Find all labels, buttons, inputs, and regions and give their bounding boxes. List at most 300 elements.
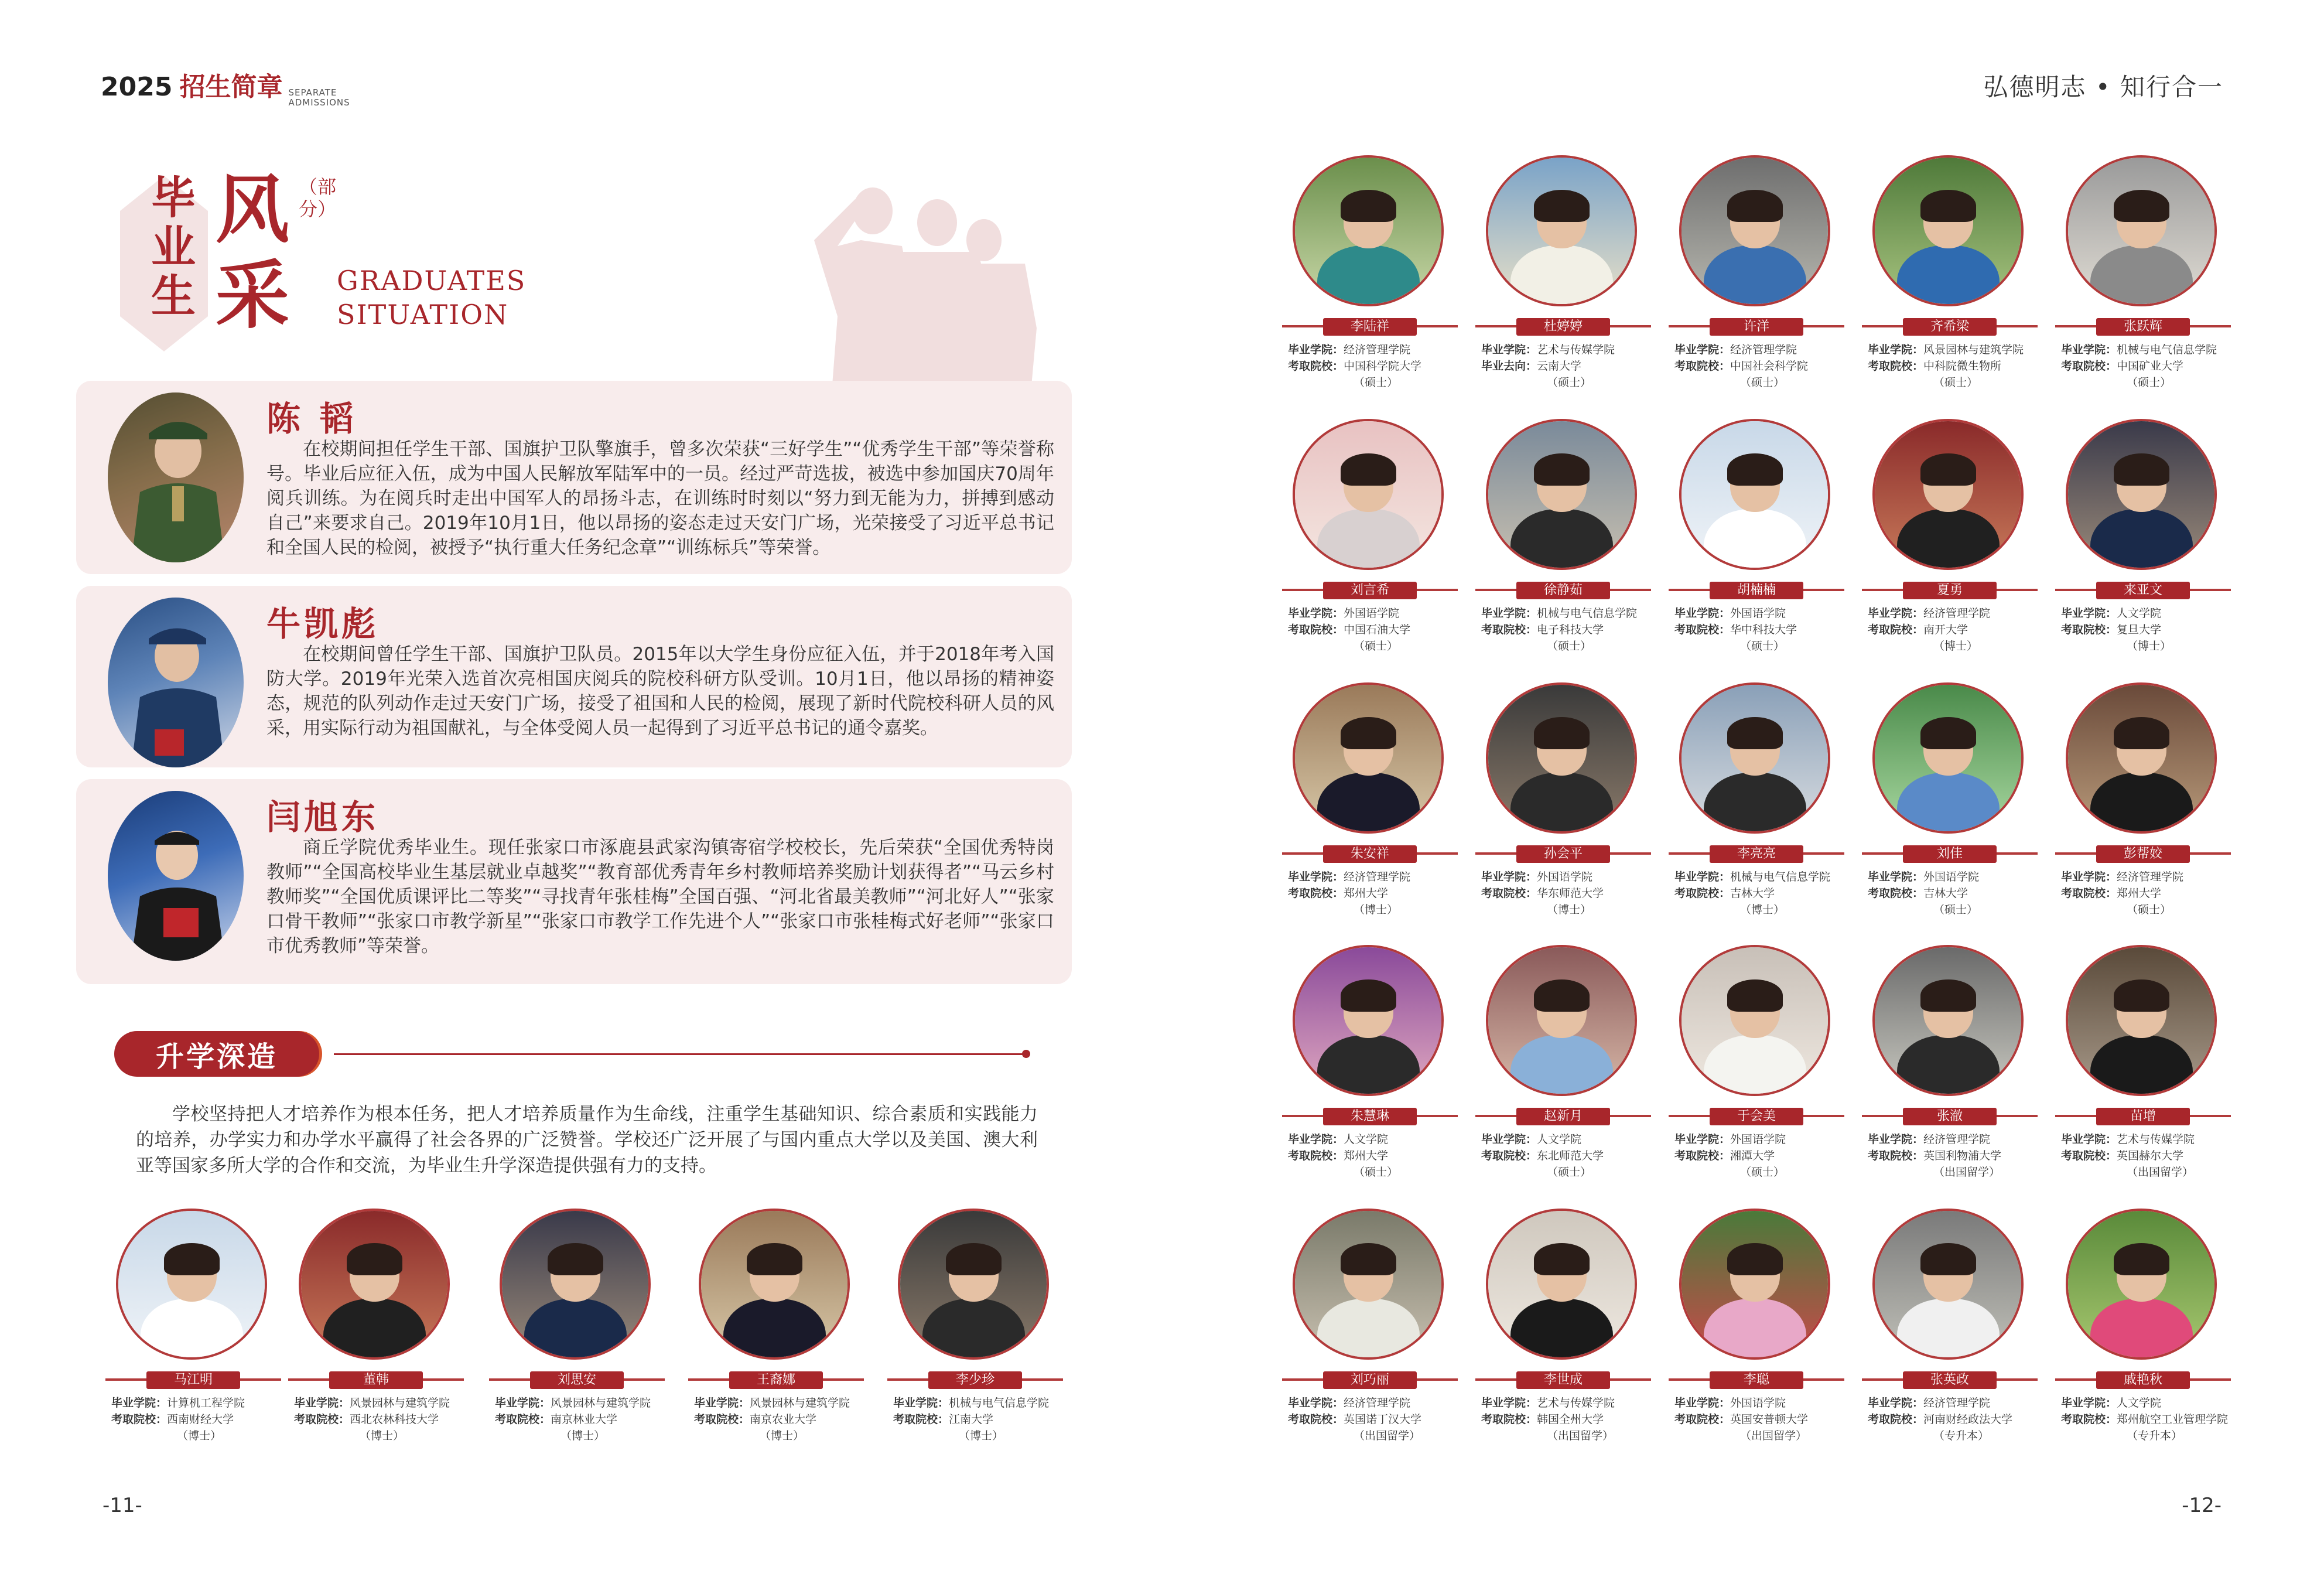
school-label: 毕业去向： bbox=[1481, 360, 1537, 373]
graduate-college: 计算机工程学院 bbox=[167, 1397, 245, 1409]
graduate-photo bbox=[299, 1209, 450, 1360]
school-label: 考取院校： bbox=[294, 1413, 350, 1426]
graduate-degree: （博士） bbox=[561, 1429, 606, 1442]
graduate-name: 马江明 bbox=[146, 1371, 240, 1389]
graduate-info bbox=[1674, 1395, 1862, 1444]
title-english bbox=[337, 264, 526, 332]
graduate-school-row bbox=[2061, 1411, 2248, 1428]
graduate-photo bbox=[1679, 682, 1830, 834]
graduate-college: 经济管理学院 bbox=[1730, 343, 1797, 356]
graduate-college: 人文学院 bbox=[2117, 1397, 2162, 1409]
graduate-info bbox=[1288, 869, 1475, 918]
graduate-school-row bbox=[1674, 358, 1862, 374]
graduate-info bbox=[1674, 342, 1862, 391]
school-label: 考取院校： bbox=[1288, 623, 1344, 636]
graduate-college: 风景园林与建筑学院 bbox=[551, 1397, 651, 1409]
feature-name: 陈 韬 bbox=[266, 399, 357, 439]
saluting-soldier-silhouette bbox=[791, 176, 1037, 392]
graduate-school: 英国赫尔大学 bbox=[2117, 1149, 2184, 1162]
further-study-intro: 学校坚持把人才培养作为根本任务，把人才培养质量作为生命线，注重学生基础知识、综合素质和实践能力的培养，办学实力和办学水平赢得了社会各界的广泛赞誉。学校还广泛开展了与国内重点大学以及美国、澳大利亚等国家多所大学的合作和交流，为毕业生升学深造提供强有力的支持。 bbox=[136, 1104, 1038, 1176]
graduate-school-row bbox=[111, 1411, 299, 1428]
photo-hair bbox=[1727, 453, 1783, 486]
school-label: 考取院校： bbox=[1481, 623, 1537, 636]
school-label: 考取院校： bbox=[1288, 887, 1344, 900]
graduate-photo bbox=[1293, 682, 1444, 834]
graduate-name: 孙会平 bbox=[1516, 845, 1610, 863]
graduate-college: 外国语学院 bbox=[1923, 871, 1980, 883]
graduate-degree: （博士） bbox=[1933, 640, 1978, 653]
graduate-school: 郑州大学 bbox=[2117, 887, 2162, 900]
graduate-photo bbox=[898, 1209, 1049, 1360]
graduate-school: 中国科学院大学 bbox=[1344, 360, 1422, 373]
college-label: 毕业学院： bbox=[1674, 1397, 1731, 1409]
graduate-school: 英国诺丁汉大学 bbox=[1344, 1413, 1422, 1426]
graduate-college-row bbox=[1674, 1395, 1862, 1411]
graduate-degree: （硕士） bbox=[1740, 1166, 1785, 1179]
photo-hair bbox=[1534, 453, 1590, 486]
school-label: 考取院校： bbox=[1288, 360, 1344, 373]
college-label: 毕业学院： bbox=[111, 1397, 168, 1409]
photo-hair bbox=[1534, 1243, 1590, 1275]
graduate-school: 东北师范大学 bbox=[1537, 1149, 1604, 1162]
graduate-school: 湘潭大学 bbox=[1730, 1149, 1775, 1162]
feature-photo bbox=[108, 392, 244, 562]
graduate-degree: （出国留学） bbox=[1354, 1429, 1421, 1442]
photo-body bbox=[1317, 773, 1420, 834]
graduate-school-row bbox=[1481, 885, 1669, 902]
graduate-info bbox=[2061, 869, 2248, 918]
graduate-photo bbox=[1679, 419, 1830, 570]
graduate-degree: （硕士） bbox=[1354, 376, 1399, 389]
graduate-photo bbox=[1486, 419, 1637, 570]
graduate-school-row bbox=[1288, 885, 1475, 902]
graduate-college-row bbox=[1868, 869, 2055, 885]
photo-body bbox=[1704, 1035, 1806, 1096]
motto: 弘德明志 • 知行合一 bbox=[1983, 73, 2223, 101]
photo-body bbox=[1704, 509, 1806, 570]
graduate-college-row bbox=[1674, 605, 1862, 622]
graduate-school: 云南大学 bbox=[1537, 360, 1582, 373]
graduate-school-row bbox=[1868, 1148, 2055, 1164]
college-label: 毕业学院： bbox=[893, 1397, 949, 1409]
college-label: 毕业学院： bbox=[1481, 607, 1537, 620]
photo-body bbox=[1897, 1299, 2000, 1360]
graduate-name: 刘言希 bbox=[1323, 582, 1417, 599]
graduate-college: 经济管理学院 bbox=[2117, 871, 2184, 883]
graduate-school: 南京林业大学 bbox=[551, 1413, 618, 1426]
feature-card-chen-tao bbox=[76, 381, 1072, 574]
graduate-college-row bbox=[2061, 869, 2248, 885]
college-label: 毕业学院： bbox=[1481, 871, 1537, 883]
graduate-school-row bbox=[1674, 885, 1862, 902]
title-english-line2: SITUATION bbox=[337, 299, 509, 330]
graduate-college-row bbox=[1288, 869, 1475, 885]
graduate-degree: （硕士） bbox=[1547, 376, 1592, 389]
graduate-photo bbox=[1872, 155, 2024, 306]
school-label: 考取院校： bbox=[2061, 1149, 2117, 1162]
photo-hair bbox=[164, 1243, 220, 1275]
college-label: 毕业学院： bbox=[1868, 871, 1924, 883]
photo-hair bbox=[2114, 453, 2169, 486]
photo-body bbox=[1510, 509, 1613, 570]
photo-hair bbox=[2114, 190, 2169, 222]
graduate-school-row bbox=[294, 1411, 481, 1428]
college-label: 毕业学院： bbox=[1674, 607, 1731, 620]
graduate-college-row bbox=[1481, 869, 1669, 885]
graduate-info bbox=[1868, 342, 2055, 391]
graduate-name: 赵新月 bbox=[1516, 1108, 1610, 1125]
graduate-degree: （博士） bbox=[360, 1429, 405, 1442]
graduate-school-row bbox=[1868, 1411, 2055, 1428]
photo-body bbox=[1510, 773, 1613, 834]
graduate-photo bbox=[1486, 682, 1637, 834]
graduate-info bbox=[294, 1395, 481, 1444]
graduate-name: 李聪 bbox=[1710, 1371, 1803, 1389]
graduate-photo bbox=[1872, 1209, 2024, 1360]
graduate-school: 中国社会科学院 bbox=[1730, 360, 1809, 373]
graduate-college: 外国语学院 bbox=[1537, 871, 1593, 883]
graduate-college-row bbox=[1674, 869, 1862, 885]
college-label: 毕业学院： bbox=[1674, 1133, 1731, 1146]
graduate-info bbox=[1481, 605, 1669, 654]
graduate-school-row bbox=[1868, 358, 2055, 374]
graduate-name: 李少珍 bbox=[928, 1371, 1022, 1389]
graduate-degree: （博士） bbox=[959, 1429, 1004, 1442]
graduate-degree: （博士） bbox=[760, 1429, 805, 1442]
photo-hair bbox=[1727, 979, 1783, 1012]
graduate-college-row bbox=[694, 1395, 881, 1411]
photo-hair bbox=[1341, 717, 1396, 749]
feature-card-niu-kaibiao bbox=[76, 586, 1072, 767]
graduate-college: 经济管理学院 bbox=[1923, 1397, 1991, 1409]
photo-body bbox=[1897, 773, 2000, 834]
graduate-info bbox=[1481, 869, 1669, 918]
graduate-name: 王裔娜 bbox=[729, 1371, 823, 1389]
header-subtitle-line2: ADMISSIONS bbox=[288, 97, 350, 108]
feature-photo bbox=[108, 791, 244, 961]
page-number-right: -12- bbox=[2182, 1494, 2222, 1517]
graduate-college: 外国语学院 bbox=[1730, 607, 1786, 620]
school-label: 考取院校： bbox=[495, 1413, 551, 1426]
graduate-college: 艺术与传媒学院 bbox=[1537, 1397, 1615, 1409]
graduate-name: 张澈 bbox=[1903, 1108, 1997, 1125]
title-graduates: 毕业生 bbox=[151, 172, 196, 322]
college-label: 毕业学院： bbox=[1481, 343, 1537, 356]
school-label: 考取院校： bbox=[1868, 1413, 1924, 1426]
graduate-photo bbox=[1872, 682, 2024, 834]
photo-body bbox=[2090, 773, 2193, 834]
feature-bio: 在校期间担任学生干部、国旗护卫队擎旗手，曾多次荣获“三好学生”“优秀学生干部”等荣誉称号。毕业后应征入伍，成为中国人民解放军陆军中的一员。经过严苛选拔，被选中参加国庆70周年阅兵训练。为在阅兵时走出中国军人的昂扬斗志，在训练时时刻以“努力到无能为力，拼搏到感动自己”来要求自己。2019年10月1日，他以昂扬的姿态走过天安门广场，光荣接受了习近平总书记和全国人民的检阅，被授予“执行重大任务纪念章”“训练标兵”等荣誉。 bbox=[266, 439, 1054, 558]
graduate-name: 杜婷婷 bbox=[1516, 318, 1610, 336]
graduate-photo bbox=[500, 1209, 651, 1360]
graduate-college: 外国语学院 bbox=[1730, 1133, 1786, 1146]
photo-hair bbox=[2114, 1243, 2169, 1275]
photo-hair bbox=[1920, 453, 1976, 486]
photo-body bbox=[1317, 245, 1420, 306]
graduate-college: 人文学院 bbox=[1344, 1133, 1389, 1146]
graduate-info bbox=[495, 1395, 682, 1444]
graduate-photo bbox=[1486, 155, 1637, 306]
school-label: 考取院校： bbox=[111, 1413, 168, 1426]
school-label: 考取院校： bbox=[1674, 1413, 1731, 1426]
graduate-school-row bbox=[1481, 358, 1669, 374]
college-label: 毕业学院： bbox=[2061, 871, 2117, 883]
graduate-college: 机械与电气信息学院 bbox=[1730, 871, 1831, 883]
graduate-college-row bbox=[1868, 1131, 2055, 1148]
college-label: 毕业学院： bbox=[495, 1397, 551, 1409]
photo-hair bbox=[1920, 190, 1976, 222]
graduate-info bbox=[2061, 605, 2248, 654]
school-label: 考取院校： bbox=[694, 1413, 750, 1426]
photo-body bbox=[2090, 1299, 2193, 1360]
college-label: 毕业学院： bbox=[1288, 343, 1344, 356]
photo-body bbox=[1510, 1035, 1613, 1096]
officer-portrait-icon bbox=[108, 598, 244, 767]
graduate-school-row bbox=[893, 1411, 1081, 1428]
graduate-college: 机械与电气信息学院 bbox=[949, 1397, 1050, 1409]
graduate-school: 郑州大学 bbox=[1344, 887, 1389, 900]
graduate-college: 经济管理学院 bbox=[1923, 607, 1991, 620]
graduate-info bbox=[1481, 1131, 1669, 1180]
graduate-photo bbox=[1679, 1209, 1830, 1360]
graduate-name: 朱安祥 bbox=[1323, 845, 1417, 863]
graduate-info bbox=[1674, 869, 1862, 918]
title-english-line1: GRADUATES bbox=[337, 265, 527, 296]
graduate-name: 来亚文 bbox=[2096, 582, 2190, 599]
college-label: 毕业学院： bbox=[2061, 607, 2117, 620]
school-label: 考取院校： bbox=[1868, 887, 1924, 900]
photo-hair bbox=[1534, 190, 1590, 222]
graduate-info bbox=[1868, 605, 2055, 654]
feature-card-yan-xudong bbox=[76, 779, 1072, 984]
graduate-photo bbox=[1293, 419, 1444, 570]
graduate-degree: （硕士） bbox=[1933, 376, 1978, 389]
graduate-degree: （专升本） bbox=[1933, 1429, 1990, 1442]
photo-body bbox=[1510, 1299, 1613, 1360]
graduate-college: 经济管理学院 bbox=[1344, 871, 1411, 883]
college-label: 毕业学院： bbox=[1868, 607, 1924, 620]
title-partial: （部分） bbox=[299, 176, 337, 220]
title-style: 风采 bbox=[216, 166, 289, 339]
header-year: 2025 bbox=[101, 72, 173, 102]
feature-photo bbox=[108, 598, 244, 767]
photo-hair bbox=[2114, 979, 2169, 1012]
graduate-info bbox=[2061, 342, 2248, 391]
graduate-degree: （硕士） bbox=[1354, 1166, 1399, 1179]
school-label: 考取院校： bbox=[1674, 1149, 1731, 1162]
brochure-header bbox=[101, 66, 350, 108]
graduate-school-row bbox=[2061, 622, 2248, 638]
graduate-college-row bbox=[2061, 1395, 2248, 1411]
graduate-school-row bbox=[1868, 885, 2055, 902]
graduate-school-row bbox=[495, 1411, 682, 1428]
graduate-photo bbox=[1679, 155, 1830, 306]
photo-body bbox=[2090, 1035, 2193, 1096]
graduate-school-row bbox=[1288, 1148, 1475, 1164]
graduate-degree: （博士） bbox=[1740, 903, 1785, 916]
photo-body bbox=[1704, 773, 1806, 834]
graduate-college: 风景园林与建筑学院 bbox=[350, 1397, 450, 1409]
college-label: 毕业学院： bbox=[1674, 871, 1731, 883]
photo-body bbox=[1510, 245, 1613, 306]
photo-body bbox=[323, 1299, 426, 1360]
graduate-name: 彭帮姣 bbox=[2096, 845, 2190, 863]
graduate-college-row bbox=[1288, 605, 1475, 622]
school-label: 考取院校： bbox=[2061, 1413, 2117, 1426]
photo-body bbox=[1897, 509, 2000, 570]
photo-hair bbox=[1341, 1243, 1396, 1275]
school-label: 考取院校： bbox=[893, 1413, 949, 1426]
school-label: 考取院校： bbox=[2061, 887, 2117, 900]
header-subtitle bbox=[288, 88, 350, 108]
graduate-name: 李世成 bbox=[1516, 1371, 1610, 1389]
graduate-photo bbox=[2066, 1209, 2217, 1360]
graduate-degree: （硕士） bbox=[1547, 640, 1592, 653]
photo-hair bbox=[946, 1243, 1002, 1275]
graduate-degree: （硕士） bbox=[1933, 903, 1978, 916]
graduate-college-row bbox=[1481, 605, 1669, 622]
graduate-school: 吉林大学 bbox=[1730, 887, 1775, 900]
teacher-portrait-icon bbox=[108, 791, 244, 961]
graduate-college: 人文学院 bbox=[2117, 607, 2162, 620]
header-title: 招生简章 bbox=[179, 72, 283, 102]
graduate-school: 河南财经政法大学 bbox=[1923, 1413, 2013, 1426]
graduate-school-row bbox=[694, 1411, 881, 1428]
graduate-college-row bbox=[1674, 1131, 1862, 1148]
graduate-info bbox=[1288, 1131, 1475, 1180]
graduate-name: 朱慧琳 bbox=[1323, 1108, 1417, 1125]
school-label: 考取院校： bbox=[2061, 623, 2117, 636]
graduate-school: 吉林大学 bbox=[1923, 887, 1968, 900]
photo-body bbox=[1704, 1299, 1806, 1360]
photo-body bbox=[1317, 509, 1420, 570]
graduate-school: 英国利物浦大学 bbox=[1923, 1149, 2002, 1162]
graduate-photo bbox=[2066, 419, 2217, 570]
graduate-name: 李陆祥 bbox=[1323, 318, 1417, 336]
photo-hair bbox=[1534, 717, 1590, 749]
graduate-photo bbox=[1486, 1209, 1637, 1360]
graduate-photo bbox=[1293, 945, 1444, 1096]
college-label: 毕业学院： bbox=[1288, 1133, 1344, 1146]
graduate-school: 复旦大学 bbox=[2117, 623, 2162, 636]
page-number-left: -11- bbox=[102, 1494, 142, 1517]
graduate-college-row bbox=[1868, 342, 2055, 358]
photo-hair bbox=[1341, 453, 1396, 486]
graduate-college: 机械与电气信息学院 bbox=[2117, 343, 2217, 356]
graduate-school-row bbox=[1481, 1148, 1669, 1164]
college-label: 毕业学院： bbox=[2061, 1397, 2117, 1409]
photo-body bbox=[1704, 245, 1806, 306]
college-label: 毕业学院： bbox=[1288, 1397, 1344, 1409]
graduate-degree: （出国留学） bbox=[1933, 1166, 2001, 1179]
graduate-photo bbox=[1293, 1209, 1444, 1360]
right-page bbox=[1162, 0, 2324, 1577]
graduate-name: 刘巧丽 bbox=[1323, 1371, 1417, 1389]
graduate-college: 人文学院 bbox=[1537, 1133, 1582, 1146]
further-study-heading: 升学深造 bbox=[114, 1031, 319, 1077]
graduate-school-row bbox=[2061, 1148, 2248, 1164]
graduate-college: 风景园林与建筑学院 bbox=[750, 1397, 850, 1409]
section-divider-dot bbox=[1022, 1050, 1030, 1058]
photo-body bbox=[1897, 1035, 2000, 1096]
college-label: 毕业学院： bbox=[1288, 871, 1344, 883]
graduate-degree: （博士） bbox=[2127, 640, 2172, 653]
graduate-school-row bbox=[1288, 1411, 1475, 1428]
photo-body bbox=[1317, 1035, 1420, 1096]
graduate-school: 中国矿业大学 bbox=[2117, 360, 2184, 373]
school-label: 考取院校： bbox=[1481, 887, 1537, 900]
feature-name: 牛凯彪 bbox=[266, 604, 380, 644]
college-label: 毕业学院： bbox=[294, 1397, 350, 1409]
graduate-school-row bbox=[1674, 622, 1862, 638]
graduate-name: 刘佳 bbox=[1903, 845, 1997, 863]
graduate-college: 艺术与传媒学院 bbox=[1537, 343, 1615, 356]
college-label: 毕业学院： bbox=[1481, 1133, 1537, 1146]
graduate-school: 韩国全州大学 bbox=[1537, 1413, 1604, 1426]
graduate-degree: （硕士） bbox=[1354, 640, 1399, 653]
section-divider bbox=[334, 1053, 1025, 1055]
graduate-college-row bbox=[495, 1395, 682, 1411]
photo-body bbox=[2090, 245, 2193, 306]
graduate-info bbox=[1868, 1131, 2055, 1180]
graduate-info bbox=[1288, 605, 1475, 654]
graduate-degree: （博士） bbox=[177, 1429, 222, 1442]
graduate-school: 西南财经大学 bbox=[167, 1413, 234, 1426]
graduate-info bbox=[2061, 1131, 2248, 1180]
feature-bio: 在校期间曾任学生干部、国旗护卫队员。2015年以大学生身份应征入伍，并于2018年考入国防大学。2019年光荣入选首次亮相国庆阅兵的院校科研方队受训。10月1日，他以昂扬的精神姿态，规范的队列动作走过天安门广场，接受了祖国和人民的检阅，展现了新时代院校科研人员的风采，用实际行动为祖国献礼，与全体受阅人员一起得到了习近平总书记的通令嘉奖。 bbox=[266, 644, 1054, 739]
graduate-school-row bbox=[1674, 1148, 1862, 1164]
graduate-college: 经济管理学院 bbox=[1344, 1397, 1411, 1409]
graduate-degree: （博士） bbox=[1547, 903, 1592, 916]
graduate-school-row bbox=[1481, 622, 1669, 638]
graduate-name: 张英政 bbox=[1903, 1371, 1997, 1389]
feature-bio: 商丘学院优秀毕业生。现任张家口市涿鹿县武家沟镇寄宿学校校长，先后荣获“全国优秀特岗教师”“全国高校毕业生基层就业卓越奖”“教育部优秀青年乡村教师培养奖励计划获得者”“马云乡村教师奖”“全国优质课评比二等奖”“寻找青年张桂梅”全国百强、“河北省最美教师”“河北好人”“张家口骨干教师”“张家口市教学新星”“张家口市教学工作先进个人”“张家口市张桂梅式好老师”“张家口市优秀教师”等荣誉。 bbox=[266, 837, 1054, 957]
graduate-photo bbox=[2066, 682, 2217, 834]
graduate-info bbox=[893, 1395, 1081, 1444]
graduate-name: 夏勇 bbox=[1903, 582, 1997, 599]
graduate-degree: （硕士） bbox=[2127, 376, 2172, 389]
graduate-degree: （硕士） bbox=[2127, 903, 2172, 916]
graduate-degree: （出国留学） bbox=[1547, 1429, 1614, 1442]
graduate-info bbox=[1674, 605, 1862, 654]
graduate-school: 英国安普顿大学 bbox=[1730, 1413, 1809, 1426]
graduate-photo bbox=[1872, 945, 2024, 1096]
graduate-degree: （博士） bbox=[1354, 903, 1399, 916]
graduate-college-row bbox=[1481, 1131, 1669, 1148]
photo-hair bbox=[347, 1243, 402, 1275]
graduate-school: 江南大学 bbox=[949, 1413, 994, 1426]
photo-hair bbox=[1920, 979, 1976, 1012]
college-label: 毕业学院： bbox=[2061, 1133, 2117, 1146]
graduate-school-row bbox=[2061, 358, 2248, 374]
school-label: 考取院校： bbox=[1288, 1413, 1344, 1426]
photo-body bbox=[141, 1299, 243, 1360]
college-label: 毕业学院： bbox=[1868, 1397, 1924, 1409]
photo-body bbox=[1897, 245, 2000, 306]
photo-hair bbox=[1727, 1243, 1783, 1275]
photo-hair bbox=[1920, 717, 1976, 749]
photo-body bbox=[524, 1299, 627, 1360]
graduate-info bbox=[1868, 1395, 2055, 1444]
graduate-name: 齐希梁 bbox=[1903, 318, 1997, 336]
graduate-school: 中国石油大学 bbox=[1344, 623, 1411, 636]
graduate-photo bbox=[1872, 419, 2024, 570]
school-label: 考取院校： bbox=[1868, 360, 1924, 373]
college-label: 毕业学院： bbox=[1868, 1133, 1924, 1146]
photo-hair bbox=[1727, 717, 1783, 749]
photo-hair bbox=[1920, 1243, 1976, 1275]
graduate-info bbox=[1288, 1395, 1475, 1444]
